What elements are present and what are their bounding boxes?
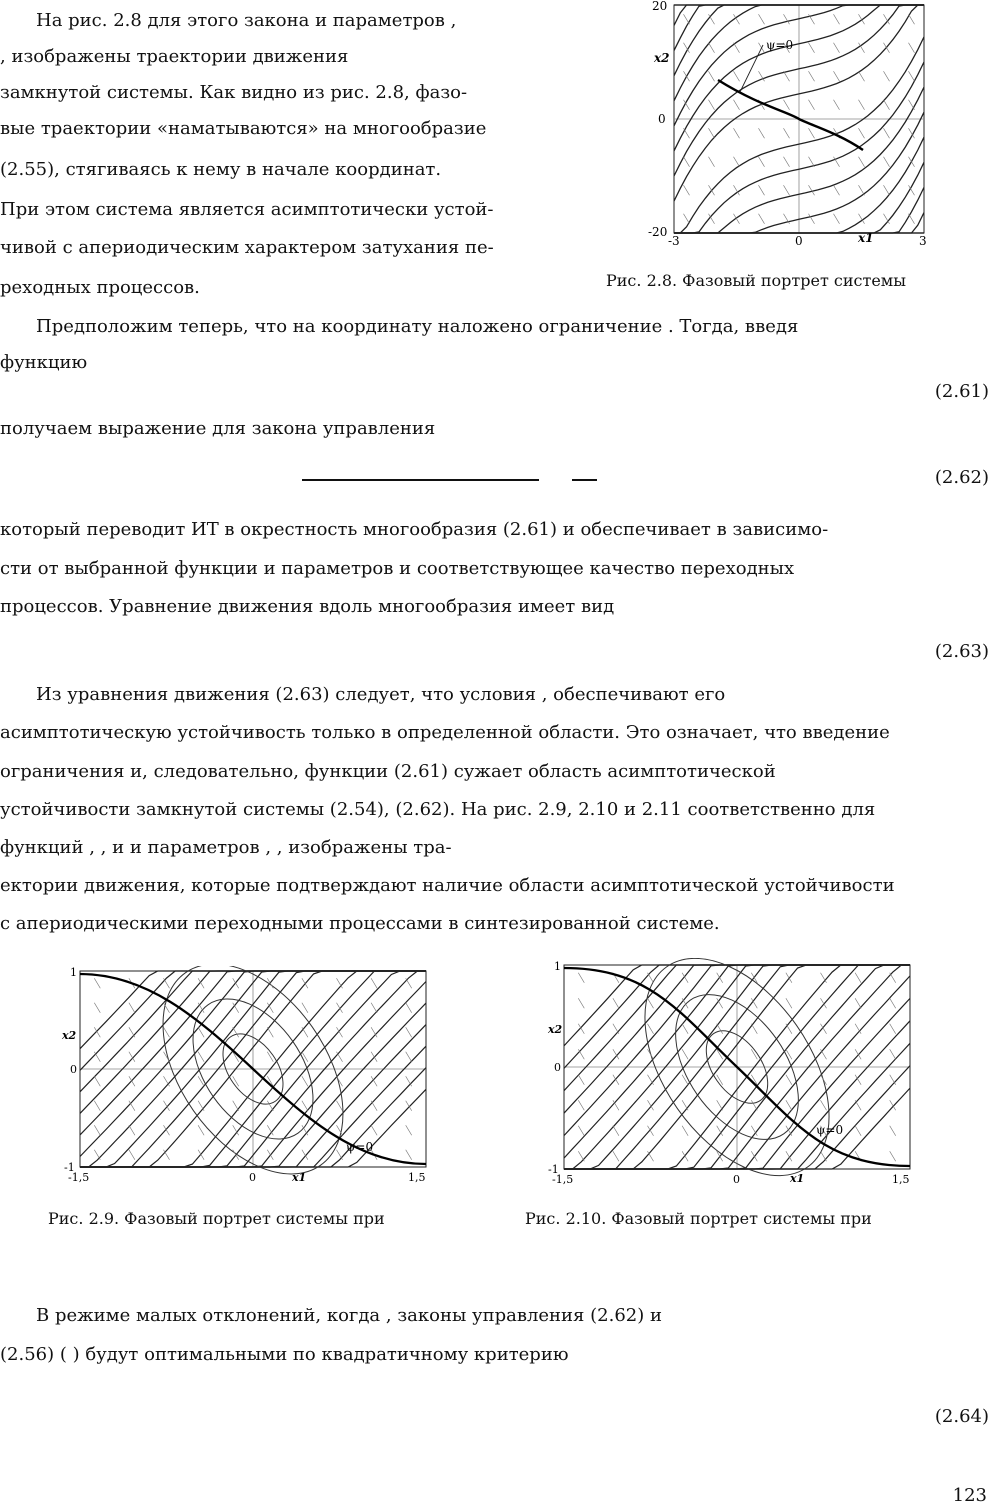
equation-number: (2.61) <box>934 381 989 402</box>
x-tick-zero: 0 <box>733 1173 740 1186</box>
equation-number: (2.62) <box>934 467 989 488</box>
y-axis-label: x2 <box>654 51 670 65</box>
text-line: Предположим теперь, что на координату наложено ограничение . Тогда, введя <box>36 316 799 337</box>
phase-portrait-2-9 <box>56 966 436 1188</box>
figure-2-9 <box>56 966 436 1188</box>
text-line: устойчивости замкнутой системы (2.54), (2.62). На рис. 2.9, 2.10 и 2.11 соответственно для <box>0 799 876 820</box>
caption-fig-2-9: Рис. 2.9. Фазовый портрет системы при <box>48 1209 385 1228</box>
text-line: который переводит ИТ в окрестность многообразия (2.61) и обеспечивает в зависимо- <box>0 519 829 540</box>
text-line: (2.55), стягиваясь к нему в начале координат. <box>0 159 442 180</box>
text-line: Из уравнения движения (2.63) следует, что условия , обеспечивают его <box>36 684 726 705</box>
caption-fig-2-10: Рис. 2.10. Фазовый портрет системы при <box>525 1209 872 1228</box>
y-tick-zero: 0 <box>70 1063 77 1076</box>
text-line: процессов. Уравнение движения вдоль многообразия имеет вид <box>0 596 615 617</box>
text-line: сти от выбранной функции и параметров и соответствующее качество переходных <box>0 558 795 579</box>
x-tick-zero: 0 <box>249 1171 256 1184</box>
caption-fig-2-8: Рис. 2.8. Фазовый портрет системы <box>606 271 906 290</box>
y-tick-zero: 0 <box>658 112 666 126</box>
equation-number: (2.63) <box>934 641 989 662</box>
text-line: При этом система является асимптотически устой- <box>0 199 494 220</box>
text-line: ограничения и, следовательно, функции (2.61) сужает область асимптотической <box>0 761 776 782</box>
text-line: чивой с апериодическим характером затухания пе- <box>0 237 494 258</box>
x-tick-right: 1,5 <box>892 1173 910 1186</box>
text-line: замкнутой системы. Как видно из рис. 2.8, фазо- <box>0 82 468 103</box>
text-line: с апериодическими переходными процессами в синтезированной системе. <box>0 913 720 934</box>
y-tick-zero: 0 <box>554 1061 561 1074</box>
text-line: получаем выражение для закона управления <box>0 418 436 439</box>
y-tick-bottom: -20 <box>648 225 668 239</box>
y-tick-bottom: -1 <box>64 1161 75 1174</box>
figure-2-10 <box>540 958 920 1188</box>
y-tick-top: 1 <box>70 966 77 979</box>
text-line: функцию <box>0 352 88 373</box>
x-tick-zero: 0 <box>795 234 803 248</box>
x-tick-left: -1,5 <box>68 1171 90 1184</box>
text-line: реходных процессов. <box>0 277 200 298</box>
text-line: асимптотическую устойчивость только в определенной области. Это означает, что введение <box>0 722 890 743</box>
fraction-bar <box>572 479 597 481</box>
phase-portrait-2-10 <box>540 958 920 1188</box>
text-line: На рис. 2.8 для этого закона и параметров , <box>36 10 457 31</box>
x-axis-label: x1 <box>858 231 874 245</box>
psi-label: ψ=0 <box>766 38 794 52</box>
equation-number: (2.64) <box>934 1406 989 1427</box>
x-axis-label: x1 <box>292 1171 307 1184</box>
text-line: (2.56) ( ) будут оптимальными по квадратичному критерию <box>0 1344 569 1365</box>
psi-label: ψ=0 <box>816 1123 844 1137</box>
psi-label: ψ=0 <box>346 1140 374 1154</box>
fraction-bar <box>302 479 539 481</box>
page-number: 123 <box>952 1485 987 1506</box>
y-tick-top: 1 <box>554 960 561 973</box>
text-line: В режиме малых отклонений, когда , законы управления (2.62) и <box>36 1305 662 1326</box>
text-line: функций , , и и параметров , , изображены тра- <box>0 837 452 858</box>
y-axis-label: x2 <box>62 1029 77 1042</box>
x-tick-right: 3 <box>919 234 927 248</box>
figure-2-8 <box>648 0 938 250</box>
text-line: , изображены траектории движения <box>0 46 349 67</box>
x-axis-label: x1 <box>790 1172 805 1185</box>
text-line: ектории движения, которые подтверждают наличие области асимптотической устойчивости <box>0 875 895 896</box>
y-axis-label: x2 <box>548 1023 563 1036</box>
x-tick-right: 1,5 <box>408 1171 426 1184</box>
x-tick-left: -1,5 <box>552 1173 574 1186</box>
text-line: вые траектории «наматываются» на многообразие <box>0 118 487 139</box>
y-tick-bottom: -1 <box>548 1163 559 1176</box>
y-tick-top: 20 <box>652 0 668 13</box>
x-tick-left: -3 <box>668 234 680 248</box>
phase-portrait-2-8 <box>648 0 938 250</box>
